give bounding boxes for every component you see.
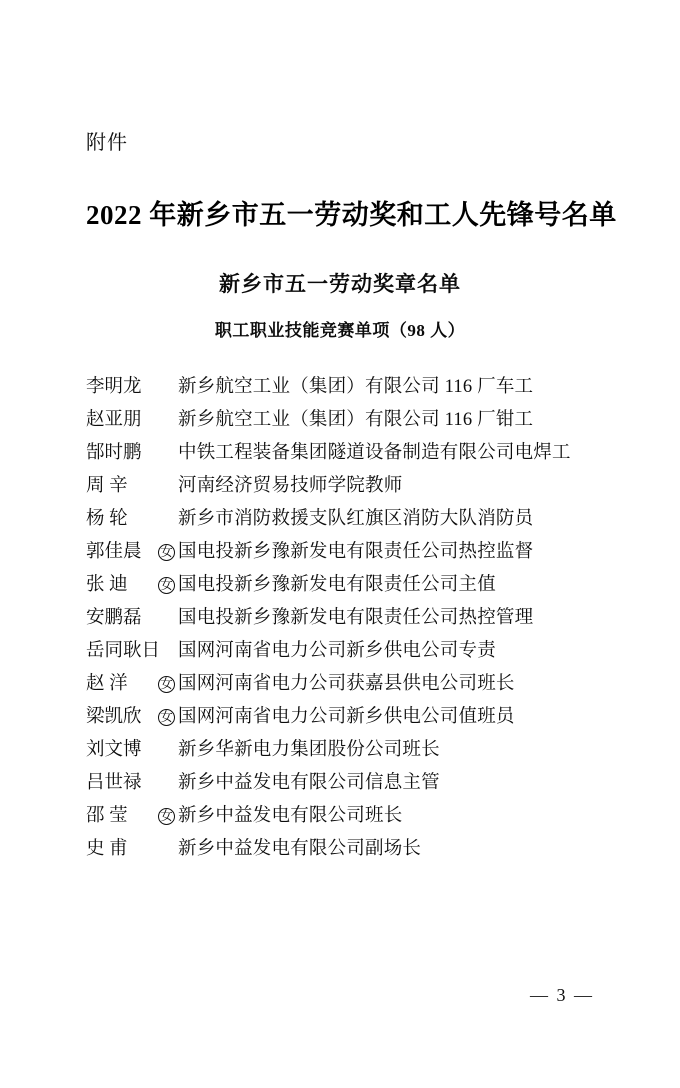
recipient-description: 中铁工程装备集团隧道设备制造有限公司电焊工 bbox=[178, 443, 571, 463]
list-item bbox=[86, 635, 594, 668]
recipient-name-text: 岳同耿日 bbox=[86, 641, 161, 661]
list-item bbox=[86, 833, 594, 866]
recipient-name bbox=[86, 701, 178, 734]
recipient-name bbox=[86, 734, 178, 767]
recipient-name bbox=[86, 437, 178, 470]
list-item bbox=[86, 536, 594, 569]
recipient-name-text: 杨 轮 bbox=[86, 509, 128, 529]
list-item bbox=[86, 734, 594, 767]
recipient-name bbox=[86, 833, 178, 866]
recipient-name-text: 邵 莹 bbox=[86, 806, 128, 826]
recipient-description: 国电投新乡豫新发电有限责任公司主值 bbox=[178, 575, 496, 595]
recipient-name bbox=[86, 536, 178, 569]
gender-mark: 女 bbox=[158, 709, 175, 726]
recipient-name bbox=[86, 800, 178, 833]
recipient-name-text: 李明龙 bbox=[86, 377, 142, 397]
recipient-name-text: 吕世禄 bbox=[86, 773, 142, 793]
recipient-name-text: 郭佳晨 bbox=[86, 542, 142, 562]
recipient-description: 新乡中益发电有限公司信息主管 bbox=[178, 773, 440, 793]
recipient-name-text: 史 甫 bbox=[86, 839, 128, 859]
recipient-description: 国电投新乡豫新发电有限责任公司热控监督 bbox=[178, 542, 534, 562]
recipient-name bbox=[86, 767, 178, 800]
gender-mark: 女 bbox=[158, 676, 175, 693]
list-item bbox=[86, 800, 594, 833]
list-item bbox=[86, 470, 594, 503]
recipient-name-text: 张 迪 bbox=[86, 575, 128, 595]
subsection-title: 职工职业技能竞赛单项（98 人） bbox=[214, 321, 466, 340]
recipient-name-text: 刘文博 bbox=[86, 740, 142, 760]
recipient-name-text: 梁凯欣 bbox=[86, 707, 142, 727]
recipient-description: 新乡航空工业（集团）有限公司 116 厂钳工 bbox=[178, 410, 534, 430]
gender-mark: 女 bbox=[158, 544, 175, 561]
recipient-name-text: 赵 洋 bbox=[86, 674, 128, 694]
list-item bbox=[86, 503, 594, 536]
attachment-label: 附件 bbox=[86, 132, 128, 154]
page-title: 2022 年新乡市五一劳动奖和工人先锋号名单 bbox=[86, 200, 617, 230]
recipient-name-text: 周 辛 bbox=[86, 476, 128, 496]
recipient-description: 新乡市消防救援支队红旗区消防大队消防员 bbox=[178, 509, 534, 529]
recipient-name bbox=[86, 635, 178, 668]
recipient-description: 新乡航空工业（集团）有限公司 116 厂车工 bbox=[178, 377, 534, 397]
recipient-description: 国网河南省电力公司新乡供电公司值班员 bbox=[178, 707, 515, 727]
recipient-name bbox=[86, 503, 178, 536]
recipient-description: 新乡华新电力集团股份公司班长 bbox=[178, 740, 440, 760]
document-page bbox=[0, 126, 680, 1088]
gender-mark: 女 bbox=[158, 577, 175, 594]
list-item bbox=[86, 767, 594, 800]
recipient-description: 河南经济贸易技师学院教师 bbox=[178, 476, 403, 496]
recipient-name-text: 安鹏磊 bbox=[86, 608, 142, 628]
gender-mark: 女 bbox=[158, 808, 175, 825]
recipient-name-text: 郜时鹏 bbox=[86, 443, 142, 463]
recipient-name bbox=[86, 668, 178, 701]
list-item bbox=[86, 569, 594, 602]
list-item bbox=[86, 701, 594, 734]
recipient-name-text: 赵亚朋 bbox=[86, 410, 142, 430]
recipient-description: 国网河南省电力公司获嘉县供电公司班长 bbox=[178, 674, 515, 694]
list-item bbox=[86, 404, 594, 437]
recipient-name bbox=[86, 602, 178, 635]
list-item bbox=[86, 602, 594, 635]
recipient-name bbox=[86, 470, 178, 503]
recipient-description: 国电投新乡豫新发电有限责任公司热控管理 bbox=[178, 608, 534, 628]
recipient-description: 新乡中益发电有限公司班长 bbox=[178, 806, 403, 826]
page-number: — 3 — bbox=[530, 985, 594, 1005]
recipient-description: 国网河南省电力公司新乡供电公司专责 bbox=[178, 641, 496, 661]
recipient-description: 新乡中益发电有限公司副场长 bbox=[178, 839, 422, 859]
recipient-name bbox=[86, 404, 178, 437]
list-item bbox=[86, 437, 594, 470]
section-title: 新乡市五一劳动奖章名单 bbox=[219, 272, 461, 296]
award-recipient-list bbox=[86, 371, 594, 866]
recipient-name bbox=[86, 569, 178, 602]
recipient-name bbox=[86, 371, 178, 404]
list-item bbox=[86, 371, 594, 404]
list-item bbox=[86, 668, 594, 701]
